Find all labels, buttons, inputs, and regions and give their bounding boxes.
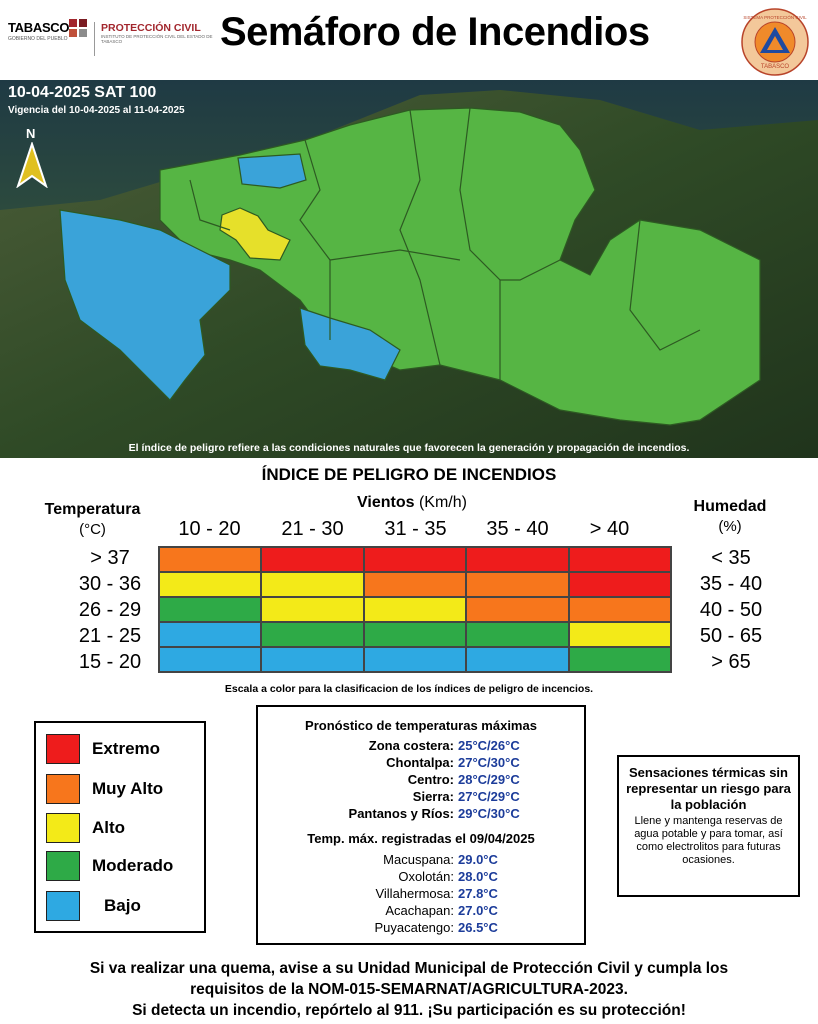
north-arrow-icon xyxy=(12,142,52,188)
registered-value: 27.8°C xyxy=(458,886,498,901)
temp-row-label: 30 - 36 xyxy=(78,573,142,595)
pc-logo-text: PROTECCIÓN CIVIL xyxy=(101,22,201,34)
registered-station: Oxolotán: xyxy=(398,869,454,884)
fire-risk-map xyxy=(0,80,818,458)
registered-row xyxy=(258,886,584,903)
header xyxy=(0,0,818,80)
wind-unit: (Km/h) xyxy=(418,494,467,511)
temp-row-label: 26 - 29 xyxy=(78,599,142,621)
wind-col-header: 35 - 40 xyxy=(486,518,549,540)
legend-swatch xyxy=(46,734,80,764)
proteccion-civil-seal-icon xyxy=(741,8,809,76)
forecast-value: 27°C/29°C xyxy=(458,789,520,804)
registered-value: 28.0°C xyxy=(458,869,498,884)
risk-cell xyxy=(261,572,363,597)
wind-label: Vientos xyxy=(357,494,415,511)
humidity-unit: (%) xyxy=(718,518,742,535)
registered-station: Puyacatengo: xyxy=(374,920,454,935)
risk-cell xyxy=(466,622,568,647)
wind-col-header: 10 - 20 xyxy=(178,518,241,540)
risk-cell xyxy=(261,597,363,622)
tabasco-emblem-icon xyxy=(68,18,88,40)
humidity-row-label: 35 - 40 xyxy=(699,573,763,595)
humidity-row-label: 50 - 65 xyxy=(699,625,763,647)
registered-station: Acachapan: xyxy=(385,903,454,918)
risk-cell xyxy=(466,547,568,572)
risk-cell xyxy=(159,572,261,597)
footer-line: Si detecta un incendio, repórtelo al 911. ¡Su participación es su protección! xyxy=(132,1002,686,1019)
risk-cell xyxy=(159,647,261,672)
forecast-row xyxy=(258,738,584,755)
registered-station: Macuspana: xyxy=(383,852,454,867)
legend-swatch xyxy=(46,891,80,921)
risk-cell xyxy=(569,597,671,622)
risk-cell xyxy=(569,622,671,647)
footer-message xyxy=(0,958,818,1021)
risk-cell xyxy=(364,597,466,622)
legend-swatch xyxy=(46,851,80,881)
forecast-zone: Chontalpa: xyxy=(386,755,454,770)
risk-cell xyxy=(569,572,671,597)
registered-value: 29.0°C xyxy=(458,852,498,867)
seal-bottom-text: TABASCO xyxy=(760,64,790,70)
footer-line: requisitos de la NOM-015-SEMARNAT/AGRICULTURA-2023. xyxy=(190,981,628,998)
map-region-bajo-north xyxy=(238,154,306,188)
temp-row-label: 21 - 25 xyxy=(78,625,142,647)
legend-item xyxy=(46,851,201,881)
forecast-row xyxy=(258,789,584,806)
legend-item xyxy=(46,774,201,804)
temperature-label: Temperatura xyxy=(44,501,141,518)
risk-cell xyxy=(466,597,568,622)
risk-index-grid xyxy=(158,546,672,673)
risk-cell xyxy=(569,547,671,572)
risk-cell xyxy=(159,597,261,622)
risk-cell xyxy=(466,572,568,597)
risk-cell xyxy=(364,622,466,647)
registered-station: Villahermosa: xyxy=(375,886,454,901)
forecast-zone: Sierra: xyxy=(412,789,454,804)
registered-row xyxy=(258,869,584,886)
risk-cell xyxy=(261,547,363,572)
seal-top-text: SISTEMA PROTECCIÓN CIVIL xyxy=(743,15,807,20)
forecast-box xyxy=(256,705,586,945)
forecast-zone: Zona costera: xyxy=(368,738,454,753)
forecast-zone: Pantanos y Ríos: xyxy=(348,806,454,821)
wind-header xyxy=(262,494,562,512)
sensation-title: Sensaciones térmicas sin representar un riesgo para la población xyxy=(626,765,791,812)
map-validity: Vigencia del 10-04-2025 al 11-04-2025 xyxy=(8,105,185,116)
thermal-sensation-box xyxy=(617,755,800,897)
map-graphic xyxy=(0,80,818,458)
registered-row xyxy=(258,852,584,869)
registered-row xyxy=(258,903,584,920)
registered-value: 27.0°C xyxy=(458,903,498,918)
forecast-row xyxy=(258,772,584,789)
map-date: 10-04-2025 SAT 100 xyxy=(8,84,157,101)
risk-cell xyxy=(364,572,466,597)
temp-row-label: > 37 xyxy=(90,547,130,569)
forecast-row xyxy=(258,755,584,772)
risk-cell xyxy=(466,647,568,672)
scale-note: Escala a color para la clasificacion de los índices de peligro de incencios. xyxy=(224,683,594,695)
legend-label: Alto xyxy=(92,818,126,837)
forecast-value: 27°C/30°C xyxy=(458,755,520,770)
humidity-row-label: < 35 xyxy=(711,547,751,569)
forecast-row xyxy=(258,806,584,823)
risk-cell xyxy=(159,622,261,647)
legend-label: Bajo xyxy=(104,896,141,915)
legend-swatch xyxy=(46,813,80,843)
legend-label: Muy Alto xyxy=(92,779,164,798)
temp-row-label: 15 - 20 xyxy=(78,651,142,673)
footer-line: Si va realizar una quema, avise a su Unidad Municipal de Protección Civil y cumpla los xyxy=(89,960,729,977)
north-label: N xyxy=(26,126,36,141)
sensation-body: Llene y mantenga reservas de agua potable y para tomar, así como electrolitos para futuras ocasiones. xyxy=(634,815,783,866)
legend-label: Extremo xyxy=(92,739,161,758)
legend-item xyxy=(46,734,201,764)
risk-cell xyxy=(569,647,671,672)
forecast-value: 29°C/30°C xyxy=(458,806,520,821)
tabasco-logo-text: TABASCO xyxy=(8,20,70,35)
wind-col-header: 31 - 35 xyxy=(384,518,447,540)
humidity-row-label: > 65 xyxy=(711,651,751,673)
wind-col-header: > 40 xyxy=(589,518,630,540)
humidity-row-label: 40 - 50 xyxy=(699,599,763,621)
risk-cell xyxy=(261,622,363,647)
risk-cell xyxy=(364,647,466,672)
tabasco-logo-sub: GOBIERNO DEL PUEBLO xyxy=(8,36,68,42)
risk-cell xyxy=(159,547,261,572)
forecast-value: 28°C/29°C xyxy=(458,772,520,787)
humidity-header xyxy=(670,498,790,535)
pc-logo-sub: INSTITUTO DE PROTECCIÓN CIVIL DEL ESTADO DE TABASCO xyxy=(101,34,213,44)
page-title: Semáforo de Incendios xyxy=(220,10,650,54)
legend-swatch xyxy=(46,774,80,804)
legend-item xyxy=(46,891,201,921)
legend-item xyxy=(46,813,201,843)
wind-col-header: 21 - 30 xyxy=(281,518,344,540)
proteccion-civil-logo xyxy=(94,22,216,56)
risk-cell xyxy=(364,547,466,572)
temperature-header xyxy=(30,501,155,538)
risk-cell xyxy=(261,647,363,672)
tabasco-logo xyxy=(8,20,86,54)
map-note: El índice de peligro refiere a las condiciones naturales que favorecen la generación y propagación de incendios. xyxy=(128,442,690,454)
risk-legend xyxy=(34,721,206,933)
registered-row xyxy=(258,920,584,937)
forecast-value: 25°C/26°C xyxy=(458,738,520,753)
legend-label: Moderado xyxy=(92,856,174,875)
registered-value: 26.5°C xyxy=(458,920,498,935)
humidity-label: Humedad xyxy=(693,498,767,515)
index-title: ÍNDICE DE PELIGRO DE INCENDIOS xyxy=(261,465,557,484)
temperature-unit: (°C) xyxy=(79,521,106,538)
registered-title: Temp. máx. registradas el 09/04/2025 xyxy=(307,831,535,846)
forecast-title: Pronóstico de temperaturas máximas xyxy=(305,718,537,733)
forecast-zone: Centro: xyxy=(407,772,454,787)
